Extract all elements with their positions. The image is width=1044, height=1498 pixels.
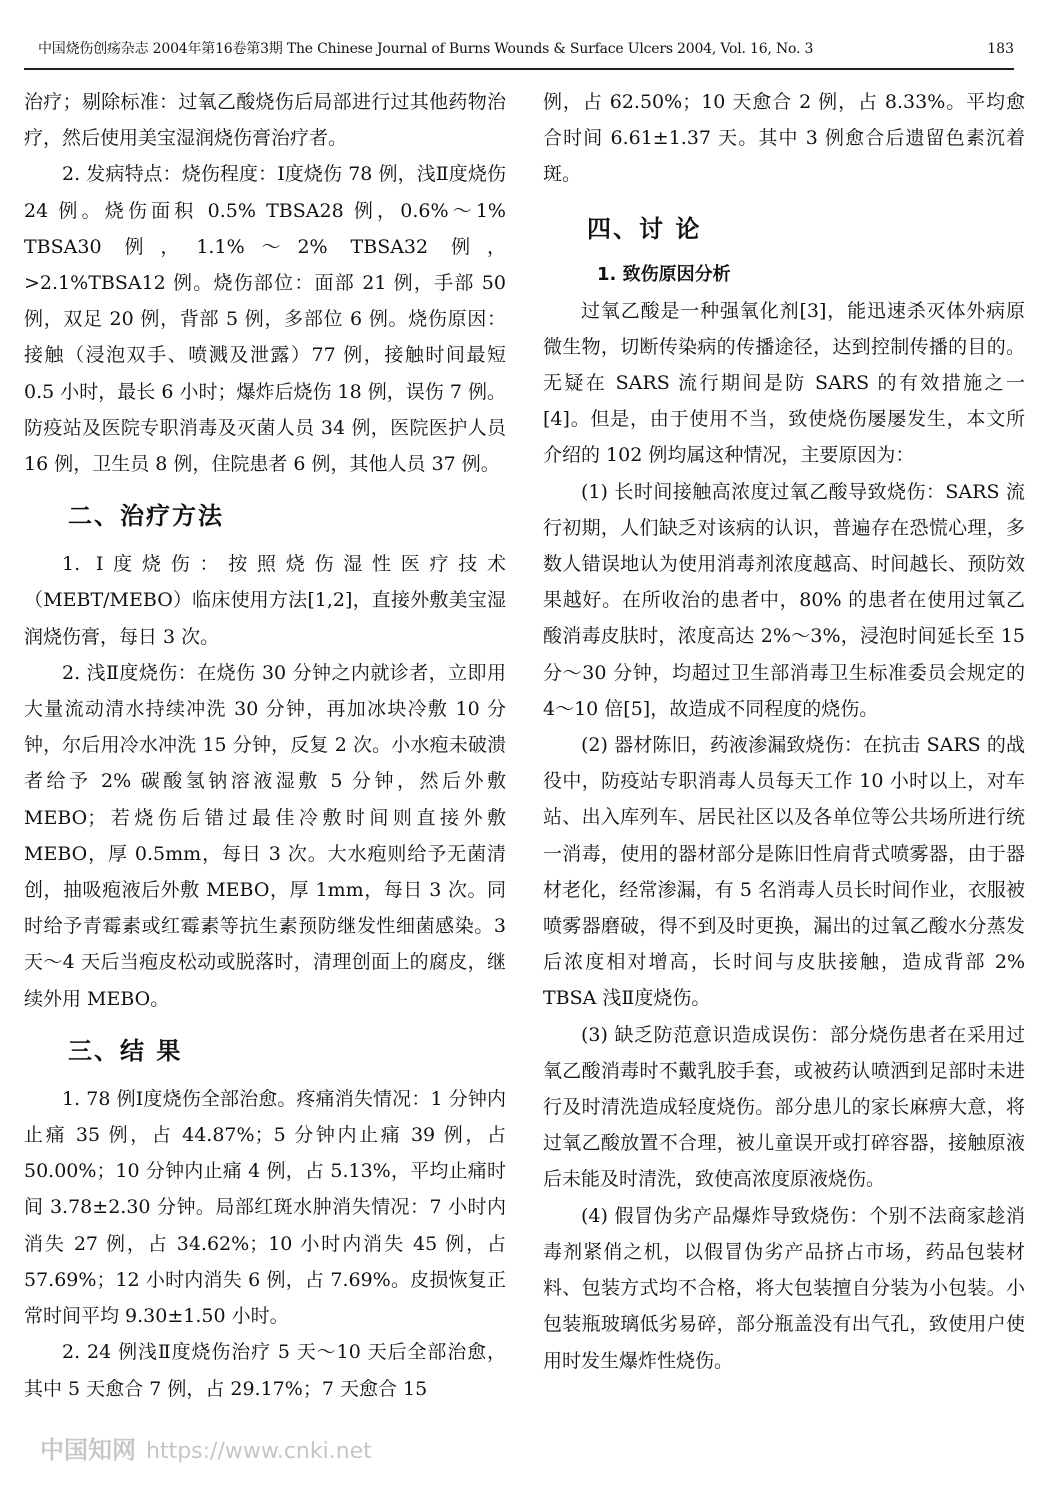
- paragraph-first-degree-treatment: 1. Ⅰ度烧伤：按照烧伤湿性医疗技术（MEBT/MEBO）临床使用方法[1,2]，直接外敷美宝湿润烧伤膏，每日 3 次。: [24, 553, 506, 648]
- running-header: [24, 34, 1014, 70]
- watermark-url: https://www.cnki.net: [146, 1439, 372, 1464]
- page-number: 183: [987, 41, 1014, 57]
- paragraph-results-continued: 例，占 62.50%；10 天愈合 2 例，占 8.33%。平均愈合时间 6.61±1.37 天。其中 3 例愈合后遗留色素沉着斑。: [543, 91, 1025, 186]
- cnki-watermark: [40, 1430, 372, 1465]
- paragraph-cause-2: (2) 器材陈旧，药液渗漏致烧伤：在抗击 SARS 的战役中，防疫站专职消毒人员每天工作 10 小时以上，对车站、出入库列车、居民社区以及各单位等公共场所进行统一消毒，使用的器材部分是陈旧性肩背式喷雾器，由于器材老化，经常渗漏，有 5 名消毒人员长时间作业，衣服被喷雾器磨破，得不到及时更换，漏出的过氧乙酸水分蒸发后浓度相对增高，长时间与皮肤接触，造成背部 2% TBSA 浅Ⅱ度烧伤。: [543, 734, 1025, 1010]
- paragraph-results-second-degree: 2. 24 例浅Ⅱ度烧伤治疗 5 天～10 天后全部治愈，其中 5 天愈合 7 例，占 29.17%；7 天愈合 15: [24, 1341, 506, 1400]
- paragraph-peracetic-acid-intro: 过氧乙酸是一种强氧化剂[3]，能迅速杀灭体外病原微生物，切断传染病的传播途径，达到控制传播的目的。无疑在 SARS 流行期间是防 SARS 的有效措施之一[4]。但是，由于使用不当，致使烧伤屡屡发生，本文所介绍的 102 例均属这种情况，主要原因为：: [543, 299, 1025, 467]
- paragraph-results-first-degree: 1. 78 例Ⅰ度烧伤全部治愈。疼痛消失情况：1 分钟内止痛 35 例，占 44.87%；5 分钟内止痛 39 例，占 50.00%；10 分钟内止痛 4 例，占 5.13%，平均止痛时间 3.78±2.30 分钟。局部红斑水肿消失情况：7 小时内消失 27 例，占 34.62%；10 小时内消失 45 例，占 57.69%；12 小时内消失 6 例，占 7.69%。皮损恢复正常时间平均 9.30±1.50 小时。: [24, 1087, 506, 1328]
- paragraph-cause-1: (1) 长时间接触高浓度过氧乙酸导致烧伤：SARS 流行初期，人们缺乏对该病的认识，普遍存在恐慌心理，多数人错误地认为使用消毒剂浓度越高、时间越长、预防效果越好。在所收治的患者中，80% 的患者在使用过氧乙酸消毒皮肤时，浓度高达 2%～3%，浸泡时间延长至 15 分～30 分钟，均超过卫生部消毒卫生标准委员会规定的 4～10 倍[5]，故造成不同程度的烧伤。: [543, 480, 1025, 720]
- journal-citation: 中国烧伤创疡杂志 2004年第16卷第3期 The Chinese Journal of Burns Wounds & Surface Ulcers 2004, Vol. 16, No. 3: [38, 41, 814, 57]
- watermark-brand: 中国知网: [40, 1436, 136, 1464]
- section-heading-results: 三、结 果: [68, 1036, 183, 1065]
- right-column: [543, 84, 1025, 1379]
- left-column: [24, 84, 506, 1407]
- paragraph-cause-4: (4) 假冒伪劣产品爆炸导致烧伤：个别不法商家趁消毒剂紧俏之机，以假冒伪劣产品挤占市场，药品包装材料、包装方式均不合格，将大包装擅自分装为小包装。小包装瓶玻璃低劣易碎，部分瓶盖没有出气孔，致使用户使用时发生爆炸性烧伤。: [543, 1204, 1025, 1372]
- paragraph-cause-3: (3) 缺乏防范意识造成误伤：部分烧伤患者在采用过氧乙酸消毒时不戴乳胶手套，或被药认喷洒到足部时未进行及时清洗造成轻度烧伤。部分患儿的家长麻痹大意，将过氧乙酸放置不合理，被儿童误开或打碎容器，接触原液后未能及时清洗，致使高浓度原液烧伤。: [543, 1023, 1025, 1191]
- section-heading-treatment: 二、治疗方法: [68, 502, 224, 531]
- paragraph-superficial-second-degree-treatment: 2. 浅Ⅱ度烧伤：在烧伤 30 分钟之内就诊者，立即用大量流动清水持续冲洗 30 分钟，再加冰块冷敷 10 分钟，尔后用冷水冲洗 15 分钟，反复 2 次。小水疱未破溃者给予 2% 碳酸氢钠溶液湿敷 5 分钟，然后外敷 MEBO；若烧伤后错过最佳冷敷时间则直接外敷 MEBO，厚 0.5mm，每日 3 次。大水疱则给予无菌清创，抽吸疱液后外敷 MEBO，厚 1mm，每日 3 次。同时给予青霉素或红霉素等抗生素预防继发性细菌感染。3 天～4 天后当疱皮松动或脱落时，清理创面上的腐皮，继续外用 MEBO。: [24, 661, 506, 1010]
- section-heading-discussion: 四、讨 论: [587, 214, 702, 243]
- paragraph-exclusion-criteria: 治疗；剔除标准：过氧乙酸烧伤后局部进行过其他药物治疗，然后使用美宝湿润烧伤膏治疗者。: [24, 91, 506, 150]
- paragraph-onset-features: 2. 发病特点：烧伤程度：Ⅰ度烧伤 78 例，浅Ⅱ度烧伤 24 例。烧伤面积 0.5% TBSA28 例，0.6%～1% TBSA30 例，1.1%～2% TBSA32 例，>2.1%TBSA12 例。烧伤部位：面部 21 例，手部 50 例，双足 20 例，背部 5 例，多部位 6 例。烧伤原因：接触（浸泡双手、喷溅及泄露）77 例，接触时间最短 0.5 小时，最长 6 小时；爆炸后烧伤 18 例，误伤 7 例。防疫站及医院专职消毒及灭菌人员 34 例，医院医护人员 16 例，卫生员 8 例，住院患者 6 例，其他人员 37 例。: [24, 163, 506, 476]
- subsection-heading-cause-analysis: 1. 致伤原因分析: [597, 263, 731, 285]
